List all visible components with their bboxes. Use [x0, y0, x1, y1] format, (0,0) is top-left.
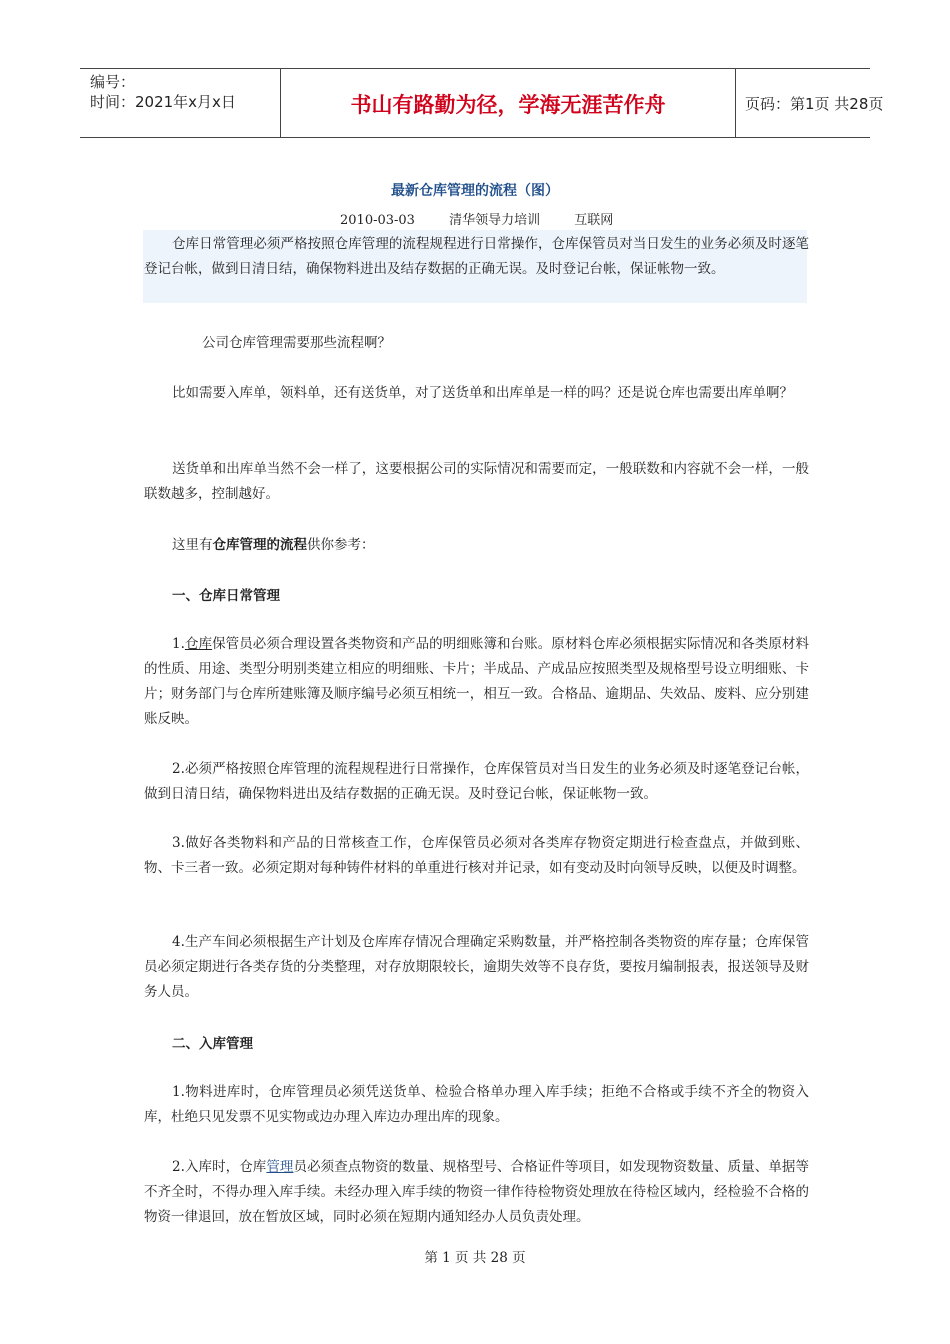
number-label: 编号： [90, 73, 136, 91]
warehouse-link[interactable]: 仓库 [184, 636, 213, 652]
ref-bold: 仓库管理的流程 [212, 537, 307, 553]
ref-prefix: 这里有 [172, 537, 213, 553]
s2-item-1: 1.物料进库时，仓库管理员必须凭送货单、检验合格单办理入库手续；拒绝不合格或手续不齐全的物资入库，杜绝只见发票不见实物或边办理入库边办理出库的现象。 [144, 1084, 809, 1125]
reference-line [144, 533, 809, 558]
intro-paragraph: 仓库日常管理必须严格按照仓库管理的流程规程进行日常操作，仓库保管员对当日发生的业务必须及时逐笔登记台帐，做到日清日结，确保物料进出及结存数据的正确无误。及时登记台帐，保证帐物一致。 [144, 236, 809, 277]
s1-item-1 [144, 632, 809, 732]
s1-item-4: 4.生产车间必须根据生产计划及仓库库存情况合理确定采购数量，并严格控制各类物资的库存量；仓库保管员必须定期进行各类存货的分类整理，对存放期限较长，逾期失效等不良存货，要按月编制报表，报送领导及财务人员。 [144, 934, 809, 1000]
time-label: 时间：2021年x月x日 [90, 93, 236, 111]
s1-item-2: 2.必须严格按照仓库管理的流程规程进行日常操作，仓库保管员对当日发生的业务必须及时逐笔登记台帐，做到日清日结，确保物料进出及结存数据的正确无误。及时登记台帐，保证帐物一致。 [144, 761, 809, 802]
management-link[interactable]: 管理 [266, 1159, 294, 1175]
page-footer: 第 1 页 共 28 页 [424, 1250, 526, 1266]
header-page-cell [735, 69, 884, 137]
s1-item-1-num: 1. [172, 636, 185, 652]
page-code: 页码：第1页 共28页 [745, 95, 884, 113]
article-title: 最新仓库管理的流程（图） [391, 183, 559, 199]
document-header [80, 68, 884, 138]
motto: 书山有路勤为径，学海无涯苦作舟 [350, 93, 666, 117]
s2-item-2 [144, 1155, 809, 1230]
article-date: 2010-03-03 [340, 213, 415, 228]
s1-item-3: 3.做好各类物料和产品的日常核查工作，仓库保管员必须对各类库存物资定期进行检查盘点，并做到账、物、卡三者一致。必须定期对每种铸件材料的单重进行核对并记录，如有变动及时向领导反映，以便及时调整。 [144, 835, 809, 876]
section-heading-1: 一、仓库日常管理 [172, 588, 280, 604]
question-1: 公司仓库管理需要那些流程啊？ [202, 335, 391, 351]
s1-item-1-text: 保管员必须合理设置各类物资和产品的明细账簿和台账。原材料仓库必须根据实际情况和各类原材料的性质、用途、类型分明别类建立相应的明细账、卡片；半成品、产成品应按照类型及规格型号设立明细账、卡片；财务部门与仓库所建账簿及顺序编号必须互相统一，相互一致。合格品、逾期品、失效品、废料、应分别建账反映。 [144, 636, 809, 727]
ref-suffix: 供你参考： [307, 537, 375, 553]
answer-1: 送货单和出库单当然不会一样了，这要根据公司的实际情况和需要而定，一般联数和内容就不会一样，一般联数越多，控制越好。 [144, 461, 809, 502]
s2-item-2-text: 员必须查点物资的数量、规格型号、合格证件等项目，如发现物资数量、质量、单据等不齐全时，不得办理入库手续。未经办理入库手续的物资一律作待检物资处理放在待检区域内，经检验不合格的物资一律退回，放在暂放区域，同时必须在短期内通知经办人员负责处理。 [144, 1159, 809, 1225]
header-info-cell [80, 69, 280, 137]
header-motto-cell [280, 69, 736, 137]
article-source: 清华领导力培训 [449, 213, 541, 228]
article-meta [340, 209, 643, 228]
question-2: 比如需要入库单，领料单，还有送货单，对了送货单和出库单是一样的吗？还是说仓库也需要出库单啊？ [172, 385, 793, 401]
section-heading-2: 二、入库管理 [172, 1036, 253, 1052]
article-site: 互联网 [574, 213, 614, 228]
s2-item-2-pre: 2.入库时，仓库 [172, 1159, 267, 1175]
